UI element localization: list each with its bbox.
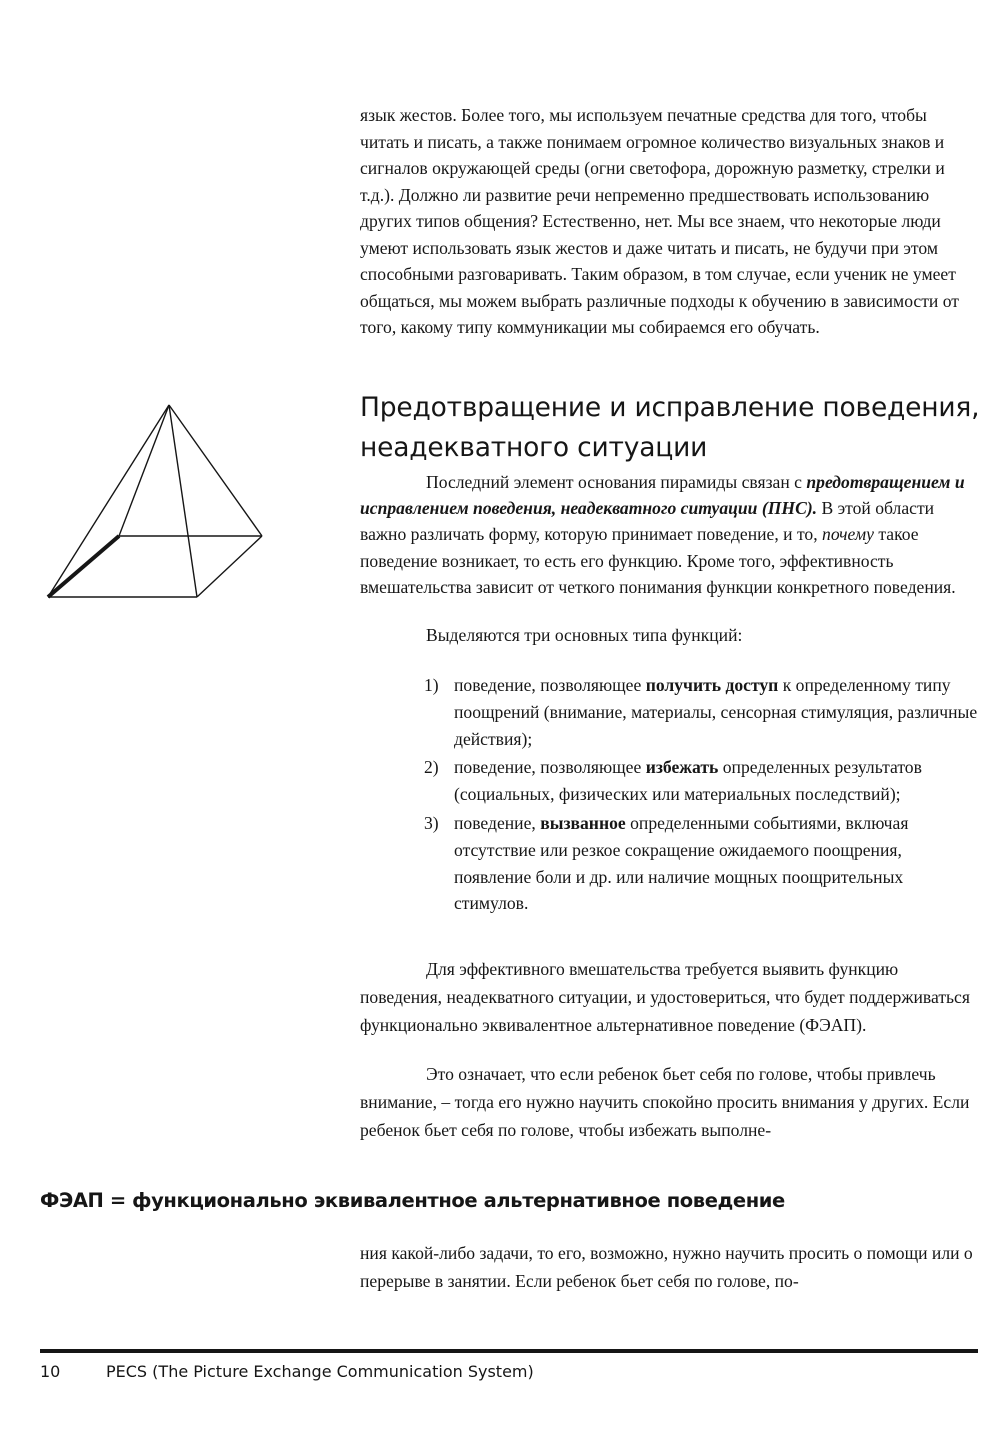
- paragraph-three-types: Выделяются три основных типа функций:: [426, 625, 743, 645]
- function-types-list: [424, 672, 980, 919]
- emphasis-triggered: вызванное: [540, 812, 626, 833]
- paragraph-foundation-mid: В этой области важно различать форму, которую принимает поведение, и то,: [360, 498, 935, 545]
- list-item: 3) поведение, вызванное определенными событиями, включая отсутствие или резкое сокращение ожидаемого поощрения, появление боли и др. или наличие мощных поощрительных стимулов.: [424, 810, 980, 917]
- list-number: 3): [424, 812, 439, 833]
- paragraph-sign-language: язык жестов. Более того, мы используем печатные средства для того, чтобы читать и писать, а также понимаем огромное количество визуальных знаков и сигналов окружающей среды (огни светофора, дорожную разметку, стрелки и т.д.). Должно ли развитие речи непременно предшествовать использованию других типов общения? Естественно, нет. Мы все знаем, что некоторые люди умеют использовать язык жестов и даже читать и писать, не будучи при этом способными разговаривать. Таким образом, в том случае, если ученик не умеет общаться, мы можем выбрать различные подходы к обучению в зависимости от того, какому типу коммуникации мы собираемся его обучать.: [360, 105, 959, 337]
- paragraph-foundation: [360, 469, 978, 600]
- emphasis-why: почему: [822, 524, 874, 545]
- pyramid-edge-back-right: [169, 405, 262, 536]
- page-number: 10: [40, 1362, 61, 1381]
- pyramid-edge-front-left: [48, 405, 169, 597]
- paragraph-example: Это означает, что если ребенок бьет себя по голове, чтобы привлечь внимание, – тогда его нужно научить спокойно просить внимания у других. Если ребенок бьет себя по голове, чтобы избежать выполне-: [360, 1064, 970, 1140]
- list-item: 2) поведение, позволяющее избежать определенных результатов (социальных, физических или материальных последствий);: [424, 754, 980, 808]
- pyramid-base-right: [197, 536, 262, 597]
- section-heading: Предотвращение и исправление поведения, неадекватного ситуации: [360, 392, 980, 463]
- book-title: PECS (The Picture Exchange Communication System): [106, 1362, 534, 1381]
- list-number: 2): [424, 757, 439, 778]
- paragraph-foundation-tail: такое поведение возникает, то есть его функцию. Кроме того, эффективность вмешательства зависит от четкого понимания функции конкретного поведения.: [360, 524, 956, 597]
- paragraph-intervention: Для эффективного вмешательства требуется выявить функцию поведения, неадекватного ситуации, и удостовериться, что будет поддерживаться функционально эквивалентное альтернативное поведение (ФЭАП).: [360, 959, 970, 1035]
- paragraph-continuation: ния какой-либо задачи, то его, возможно, нужно научить просить о помощи или о перерыве в занятии. Если ребенок бьет себя по голове, по-: [360, 1243, 973, 1291]
- page-footer: [40, 1360, 978, 1384]
- list-number: 1): [424, 675, 439, 695]
- emphasis-access: получить доступ: [645, 675, 779, 695]
- paragraph-foundation-lead: Последний элемент основания пирамиды связан с: [426, 472, 807, 492]
- footer-rule: [40, 1349, 978, 1353]
- emphasis-avoid: избежать: [645, 757, 719, 778]
- pyramid-edge-front-right: [169, 405, 197, 597]
- list-item: 1) поведение, позволяющее получить доступ к определенному типу поощрений (внимание, материалы, сенсорная стимуляция, различные действия);: [424, 672, 980, 752]
- pyramid-diagram: [40, 400, 280, 610]
- feap-definition-callout: ФЭАП = функционально эквивалентное альтернативное поведение: [40, 1189, 785, 1212]
- pyramid-base-highlighted-edge: [48, 536, 119, 597]
- pyramid-edge-back-left: [119, 405, 169, 536]
- emphasis-pns-term: предотвращением и исправлением поведения, неадекватного ситуации (ПНС).: [360, 472, 965, 519]
